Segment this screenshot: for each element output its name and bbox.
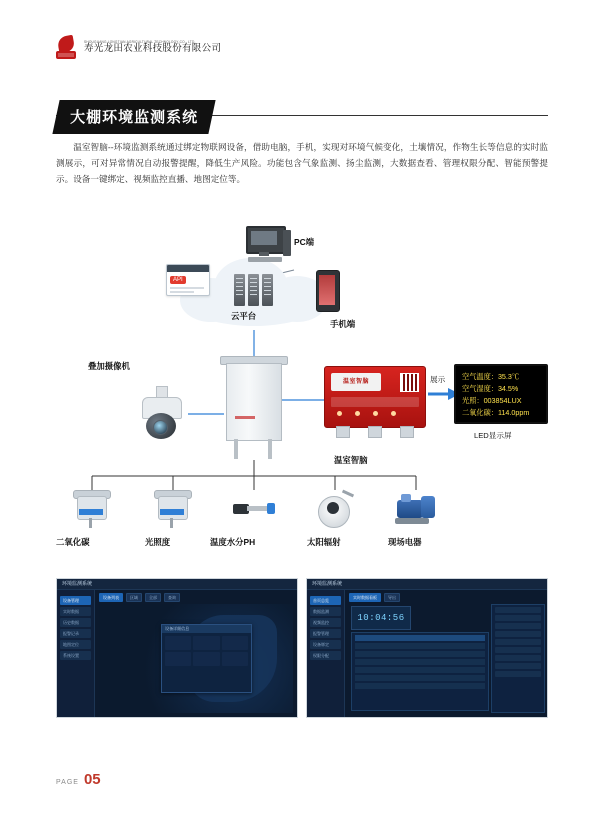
led-caption: LED显示屏 — [474, 431, 512, 440]
mobile-phone-icon — [316, 270, 340, 312]
sidebar-item-2[interactable]: 视频监控 — [310, 618, 341, 627]
ptz-camera-icon — [136, 386, 188, 442]
screenshot-right-toolbar — [349, 593, 543, 601]
panel-row — [495, 647, 541, 653]
table-row — [355, 659, 485, 665]
table-row — [355, 675, 485, 681]
section-paragraph: 温室智脑--环境监测系统通过绑定物联网设备，借助电脑，手机，实现对环境气候变化，土壤情况，作物生长等信息的实时监测展示，可对异常情况自动报警提醒，降低生产风险。功能包含气象监测、扬尘监测，大数据查看、管理权限分配、智能预警提示。设备一键绑定、视频监控直播、地图定位等。 — [56, 142, 548, 184]
company-header — [56, 36, 221, 60]
toolbar-pill-1[interactable]: 导出 — [384, 593, 400, 602]
popup-metrics-grid — [162, 633, 251, 669]
page-number: 05 — [83, 771, 101, 788]
controller-screen-label: 温室智脑 — [331, 373, 381, 391]
toolbar-pill-2[interactable]: 全部 — [145, 593, 161, 602]
soil-probe-icon — [231, 490, 277, 536]
sidebar-item-3[interactable]: 报警记录 — [60, 629, 91, 638]
pc-icon — [246, 226, 290, 266]
company-name-en: SHOUGUANG LONGTIAN AGRICULTURAL TECHNOLOGY CO., LTD. — [84, 39, 196, 44]
camera-label: 叠加摄像机 — [88, 361, 130, 371]
led-line-3: 光照：003854LUX — [462, 396, 522, 405]
solar-radiation-sensor-icon — [312, 490, 358, 536]
map-info-popup — [161, 624, 252, 694]
popup-metric — [222, 652, 248, 666]
led-line-2: 空气湿度：34.5% — [462, 384, 519, 393]
screenshot-right-sidebar — [307, 590, 345, 717]
company-name-block — [84, 41, 221, 56]
popup-metric — [222, 636, 248, 650]
sidebar-item-0[interactable]: 设备管理 — [60, 596, 91, 605]
clock-display: 10:04:56 — [351, 606, 411, 630]
table-row — [355, 651, 485, 657]
toolbar-pill-3[interactable]: 查询 — [164, 593, 180, 602]
qr-code-icon — [400, 373, 419, 392]
popup-metric — [165, 652, 191, 666]
server-rack-icon — [234, 272, 274, 306]
panel-row — [495, 631, 541, 637]
toolbar-pill-1[interactable]: 区域 — [126, 593, 142, 602]
sidebar-item-5[interactable]: 系统设置 — [60, 651, 91, 660]
api-card-icon — [166, 264, 210, 296]
screenshot-left-sidebar — [57, 590, 95, 717]
mobile-label: 手机端 — [330, 319, 356, 329]
sidebar-item-4[interactable]: 设备绑定 — [310, 640, 341, 649]
flame-logo-icon — [56, 36, 78, 60]
right-side-panel — [491, 604, 545, 713]
screenshot-left-title: 环境监测系统 — [57, 579, 297, 590]
screenshot-dashboard-view — [306, 578, 548, 718]
software-screenshots — [56, 578, 548, 718]
controller-label: 温室智脑 — [334, 455, 368, 465]
panel-row — [495, 671, 541, 677]
panel-row — [495, 615, 541, 621]
section-title-text: 大棚环境监测系统 — [70, 109, 199, 126]
panel-row — [495, 639, 541, 645]
toolbar-pill-0[interactable]: 实时数据看板 — [349, 593, 381, 602]
sensor-label-0: 二氧化碳 — [56, 537, 90, 547]
field-cabinet-icon — [224, 356, 282, 460]
popup-metric — [193, 636, 219, 650]
section-title — [52, 100, 215, 134]
page-footer — [56, 771, 101, 788]
sensor-label-1: 光照度 — [145, 537, 171, 547]
popup-metric — [165, 636, 191, 650]
screenshot-right-content — [345, 590, 547, 717]
sidebar-item-1[interactable]: 数据监测 — [310, 607, 341, 616]
sensor-label-4: 现场电器 — [388, 537, 422, 547]
system-architecture-diagram — [56, 218, 548, 558]
company-name-cn: 寿光龙田农业科技股份有限公司 — [84, 43, 222, 55]
section-title-bar — [56, 100, 548, 134]
page-label: PAGE — [56, 779, 79, 786]
screenshot-left-toolbar — [99, 593, 293, 601]
pc-label: PC端 — [294, 237, 315, 247]
led-line-1: 空气温度：35.3℃ — [462, 372, 520, 381]
panel-row — [495, 607, 541, 613]
table-header-row — [355, 635, 485, 641]
co2-sensor-icon — [69, 490, 115, 536]
sidebar-item-1[interactable]: 实时数据 — [60, 607, 91, 616]
toolbar-pill-0[interactable]: 设备列表 — [99, 593, 123, 602]
sidebar-item-4[interactable]: 地图定位 — [60, 640, 91, 649]
sidebar-item-0[interactable]: 首页总览 — [310, 596, 341, 605]
panel-row — [495, 663, 541, 669]
api-badge-label: API — [170, 276, 186, 284]
cloud-label: 云平台 — [231, 311, 257, 321]
sidebar-item-2[interactable]: 历史数据 — [60, 618, 91, 627]
sidebar-item-3[interactable]: 报警管理 — [310, 629, 341, 638]
led-display-board — [454, 364, 548, 424]
light-sensor-icon — [150, 490, 196, 536]
screenshot-left-content — [95, 590, 297, 717]
sidebar-item-5[interactable]: 权限分配 — [310, 651, 341, 660]
sensor-label-2: 温度水分PH — [210, 537, 256, 547]
panel-row — [495, 655, 541, 661]
greenhouse-controller-icon — [324, 366, 424, 440]
screenshot-map-view — [56, 578, 298, 718]
table-row — [355, 683, 485, 689]
sensor-label-3: 太阳辐射 — [307, 537, 341, 547]
panel-row — [495, 623, 541, 629]
data-table[interactable] — [351, 632, 489, 711]
map-canvas[interactable] — [99, 604, 293, 713]
popup-metric — [193, 652, 219, 666]
table-row — [355, 643, 485, 649]
motor-icon — [393, 490, 439, 536]
screenshot-right-title: 环境监测系统 — [307, 579, 547, 590]
table-row — [355, 667, 485, 673]
led-line-4: 二氧化碳：114.0ppm — [462, 408, 530, 417]
arrow-label: 展示 — [430, 375, 446, 384]
popup-title: 设备详细信息 — [162, 625, 251, 633]
